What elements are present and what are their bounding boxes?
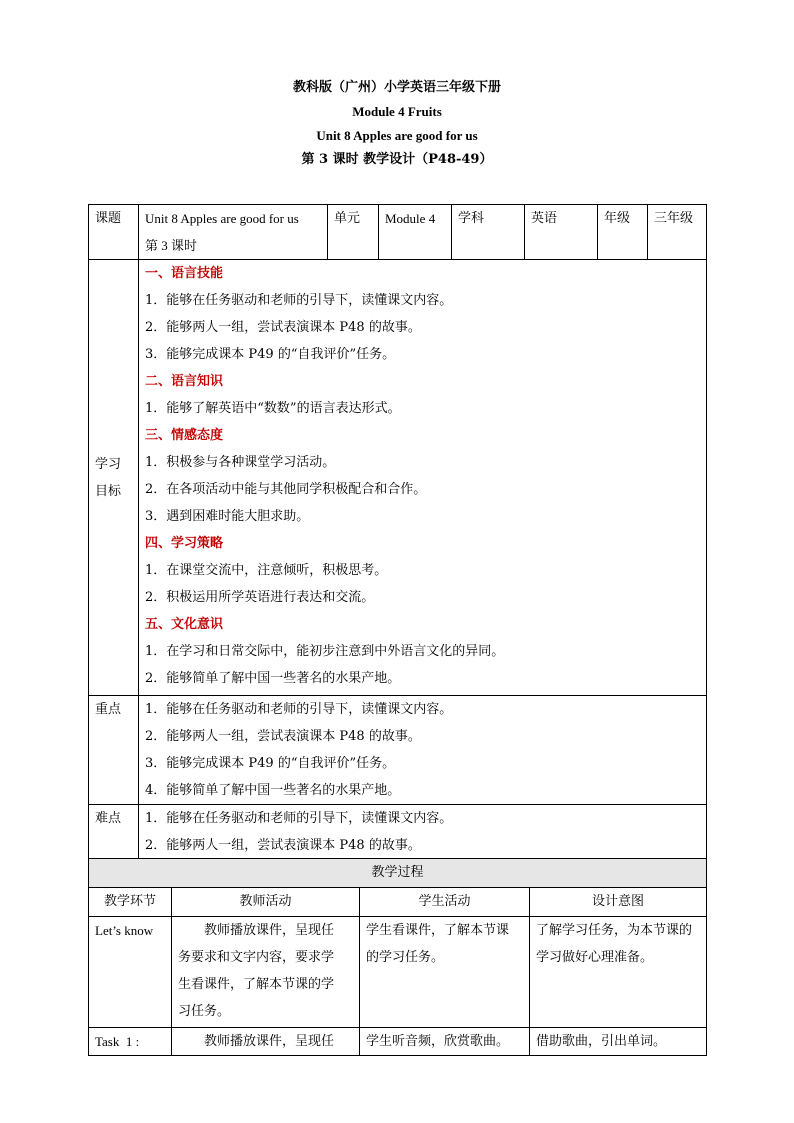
lesson-info-table	[88, 204, 707, 860]
grade-label: 年级	[598, 205, 648, 260]
header-student: 学生活动	[360, 888, 530, 917]
keti-line-1: Unit 8 Apples are good for us	[145, 211, 299, 226]
teacher-line: 习任务。	[178, 1004, 231, 1019]
keypoints-row	[89, 696, 707, 805]
process-title: 教学过程	[89, 859, 707, 888]
process-row	[89, 1028, 707, 1056]
intent-line: 学习做好心理准备。	[536, 950, 654, 965]
objective-item: 1．在课堂交流中，注意倾听，积极思考。	[145, 563, 388, 578]
objective-item: 2．积极运用所学英语进行表达和交流。	[145, 590, 375, 605]
difficulties-row	[89, 805, 707, 860]
objective-heading: 三、情感态度	[145, 428, 224, 443]
objective-heading: 二、语言知识	[145, 374, 224, 389]
objectives-label-line-1: 学习	[95, 456, 122, 472]
stage-cell: Let’s know	[89, 917, 172, 1028]
intent-line: 了解学习任务，为本节课的	[536, 923, 693, 938]
document-title	[0, 76, 794, 172]
keypoint-item: 3．能够完成课本 P49 的“自我评价”任务。	[145, 756, 396, 771]
stage-cell: Task 1 :	[89, 1028, 172, 1056]
subject-value: 英语	[525, 205, 598, 260]
teacher-cell	[172, 1028, 360, 1056]
objectives-label-line-2: 目标	[95, 483, 122, 499]
student-cell	[360, 1028, 530, 1056]
objectives-row	[89, 260, 707, 696]
objectives-label	[89, 260, 139, 696]
process-row	[89, 917, 707, 1028]
objective-item: 1．能够在任务驱动和老师的引导下，读懂课文内容。	[145, 293, 453, 308]
difficulty-item: 2．能够两人一组，尝试表演课本 P48 的故事。	[145, 838, 421, 853]
intent-line: 借助歌曲，引出单词。	[536, 1034, 667, 1049]
intent-cell	[530, 917, 707, 1028]
objectives-content	[139, 260, 707, 696]
objective-heading: 一、语言技能	[145, 266, 224, 281]
title-line-2: Module 4 Fruits	[352, 104, 442, 119]
objective-heading: 五、文化意识	[145, 617, 224, 632]
difficulty-item: 1．能够在任务驱动和老师的引导下，读懂课文内容。	[145, 811, 453, 826]
teacher-cell	[172, 917, 360, 1028]
difficulties-content	[139, 805, 707, 860]
teacher-line: 务要求和文字内容，要求学	[178, 950, 335, 965]
objective-item: 3．遇到困难时能大胆求助。	[145, 509, 310, 524]
student-line: 的学习任务。	[366, 950, 445, 965]
process-header-row	[89, 888, 707, 917]
keypoints-content	[139, 696, 707, 805]
objective-item: 2．在各项活动中能与其他同学积极配合和合作。	[145, 482, 427, 497]
keypoints-label: 重点	[89, 696, 139, 805]
keypoint-item: 1．能够在任务驱动和老师的引导下，读懂课文内容。	[145, 702, 453, 717]
objective-item: 2．能够两人一组，尝试表演课本 P48 的故事。	[145, 320, 421, 335]
unit-value: Module 4	[379, 205, 452, 260]
process-title-row	[89, 859, 707, 888]
teaching-process-table	[88, 858, 707, 1056]
header-teacher: 教师活动	[172, 888, 360, 917]
grade-value: 三年级	[648, 205, 707, 260]
objective-item: 1．积极参与各种课堂学习活动。	[145, 455, 336, 470]
info-row	[89, 205, 707, 260]
teacher-line: 教师播放课件，呈现任	[204, 1034, 335, 1049]
teacher-line: 生看课件，了解本节课的学	[178, 977, 335, 992]
title-line-1: 教科版（广州）小学英语三年级下册	[292, 80, 501, 95]
objective-item: 1．能够了解英语中“数数”的语言表达形式。	[145, 401, 401, 416]
student-line: 学生看课件，了解本节课	[366, 923, 510, 938]
title-line-4: 第 3 课时 教学设计（P48-49）	[301, 152, 493, 167]
unit-label: 单元	[328, 205, 379, 260]
keypoint-item: 2．能够两人一组，尝试表演课本 P48 的故事。	[145, 729, 421, 744]
student-cell	[360, 917, 530, 1028]
objective-item: 3．能够完成课本 P49 的“自我评价”任务。	[145, 347, 396, 362]
header-stage: 教学环节	[89, 888, 172, 917]
subject-label: 学科	[452, 205, 525, 260]
objective-heading: 四、学习策略	[145, 536, 224, 551]
keti-line-2: 第 3 课时	[145, 238, 198, 253]
keypoint-item: 4．能够简单了解中国一些著名的水果产地。	[145, 783, 401, 798]
keti-value	[139, 205, 328, 260]
difficulties-label: 难点	[89, 805, 139, 860]
keti-label: 课题	[89, 205, 139, 260]
student-line: 学生听音频，欣赏歌曲。	[366, 1034, 510, 1049]
intent-cell	[530, 1028, 707, 1056]
objective-item: 2．能够简单了解中国一些著名的水果产地。	[145, 671, 401, 686]
header-intent: 设计意图	[530, 888, 707, 917]
title-line-3: Unit 8 Apples are good for us	[316, 128, 478, 143]
teacher-line: 教师播放课件，呈现任	[204, 923, 335, 938]
objective-item: 1．在学习和日常交际中，能初步注意到中外语言文化的异同。	[145, 644, 505, 659]
